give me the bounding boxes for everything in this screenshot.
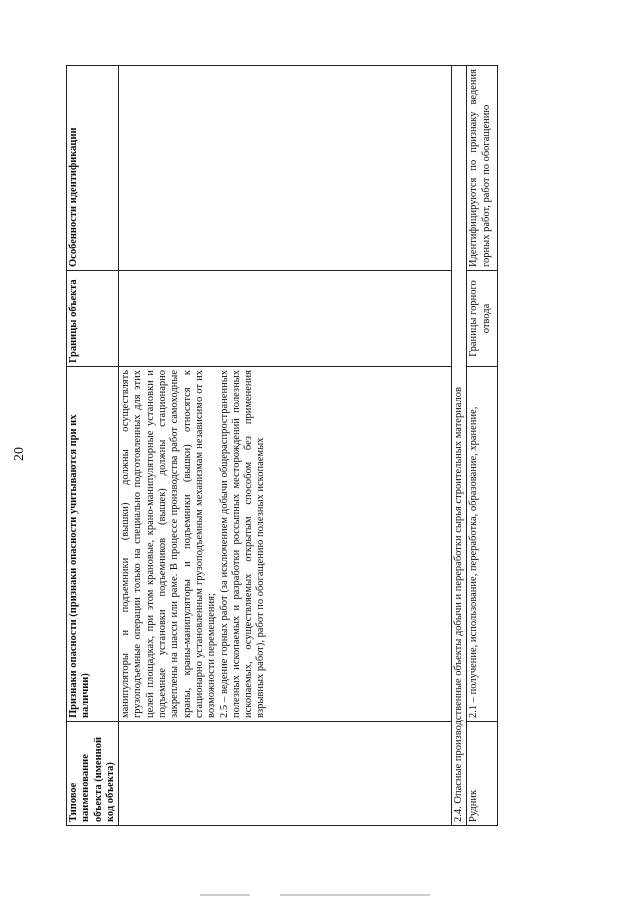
cell-empty: [119, 66, 452, 271]
section-row: [452, 66, 467, 826]
table-container: [66, 66, 536, 826]
header-hazard-signs: Признаки опасности (признаки опасности учитываются при их наличии): [67, 367, 119, 722]
table-row: [467, 66, 498, 826]
header-object-name: Типовое наименование объекта (именной код объекта): [67, 722, 119, 826]
table-row: [119, 66, 452, 826]
header-identification: Особенности идентификации: [67, 66, 119, 271]
cell-object-name: Рудник: [467, 722, 498, 826]
cell-identification: Идентифицируются по признаку ведения горных работ, работ по обогащению: [467, 66, 498, 271]
cell-hazard-text: [119, 367, 452, 722]
rotated-table: [66, 66, 536, 826]
header-object-bounds: Границы объекта: [67, 271, 119, 367]
continuation-paragraph: манипуляторы и подъемники (вышки) должны осуществлять грузоподъемные операции только на специально подготовленных для этих целей площадках, при этом крановые, крано-манипуляторные установки и подъемные установки подъемников (вышек) должны стационарно закреплены на шасси или раме. В процессе производства работ самоходные краны, краны-манипуляторы и подъемники (вышки) относятся к стационарно установленным грузоподъемным механизмам независимо от их возможности перемещения;: [120, 370, 218, 718]
cell-object-bounds: Границы горного отвода: [467, 271, 498, 367]
cell-empty: [119, 271, 452, 367]
scan-edge-mark: [280, 894, 430, 896]
table-header-row: [67, 66, 119, 826]
section-heading: 2.4. Опасные производственные объекты добычи и переработки сырья строительных материалов: [452, 66, 467, 826]
cell-hazard-signs: 2.1 – получение, использование, переработка, образование, хранение,: [467, 367, 498, 722]
page-number: 20: [12, 447, 27, 461]
scan-edge-mark: [200, 894, 250, 896]
item-2-5-paragraph: 2.5 – ведение горных работ (за исключением добычи общераспространенных полезных ископаемых и разработки россыпных месторождений полезных ископаемых, осуществляемых открытым способом без применения взрывных работ), работ по обогащению полезных ископаемых: [218, 370, 267, 718]
identification-table: [66, 65, 498, 826]
cell-empty: [119, 722, 452, 826]
